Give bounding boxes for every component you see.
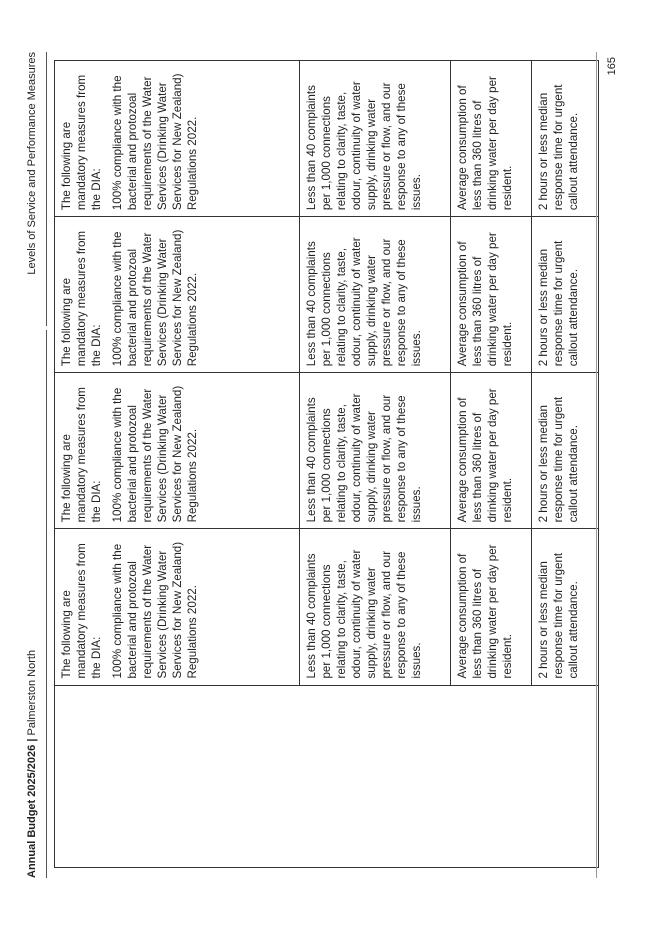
cell-intro: The following are mandatory measures from the DIA: — [60, 543, 103, 679]
table-row — [55, 61, 300, 868]
header-separator: | — [26, 735, 38, 745]
table-cell — [55, 217, 300, 373]
levels-of-service-table — [54, 60, 599, 868]
table-cell — [55, 373, 300, 529]
table-cell — [55, 61, 300, 217]
cell-detail: 100% compliance with the bacterial and protozoal requirements of the Water Services (Drinking Water Services for New Zealand) Regulations 2022. — [111, 73, 199, 211]
section-title: Levels of Service and Performance Measures — [26, 52, 38, 275]
council-name: Palmerston North — [26, 649, 38, 736]
cell-detail: 100% compliance with the bacterial and protozoal requirements of the Water Services (Drinking Water Services for New Zealand) Regulations 2022. — [111, 229, 199, 367]
document-title: Annual Budget 2025/2026 — [26, 744, 38, 878]
table-cell: Less than 40 complaints per 1,000 connections relating to clarity, taste, odour, continuity of water supply, drinking water pressure or flow, and our response to any of these issues. — [300, 373, 451, 529]
cell-intro: The following are mandatory measures from the DIA: — [60, 387, 103, 523]
table-cell — [55, 529, 300, 685]
header-rule — [46, 330, 47, 878]
table-cell: Average consumption of less than 360 litres of drinking water per day per resident. — [451, 373, 532, 529]
document-header — [26, 650, 38, 878]
page-number: 165 — [606, 57, 618, 76]
table-cell: Average consumption of less than 360 litres of drinking water per day per resident. — [451, 217, 532, 373]
blank-cell — [55, 685, 599, 867]
cell-intro: The following are mandatory measures from the DIA: — [60, 230, 103, 367]
cell-detail: 100% compliance with the bacterial and protozoal requirements of the Water Services (Drinking Water Services for New Zealand) Regulations 2022. — [111, 541, 199, 679]
table-cell: 2 hours or less median response time for urgent callout attendance. — [532, 217, 599, 373]
table-cell: 2 hours or less median response time for urgent callout attendance. — [532, 373, 599, 529]
table-cell: 2 hours or less median response time for urgent callout attendance. — [532, 61, 599, 217]
cell-detail: 100% compliance with the bacterial and protozoal requirements of the Water Services (Drinking Water Services for New Zealand) Regulations 2022. — [111, 385, 199, 523]
header-rule-right — [46, 52, 47, 326]
table-cell: Less than 40 complaints per 1,000 connections relating to clarity, taste, odour, continuity of water supply, drinking water pressure or flow, and our response to any of these issues. — [300, 61, 451, 217]
footer-rule — [596, 52, 597, 878]
table-cell: Less than 40 complaints per 1,000 connections relating to clarity, taste, odour, continuity of water supply, drinking water pressure or flow, and our response to any of these issues. — [300, 217, 451, 373]
table-cell: 2 hours or less median response time for urgent callout attendance. — [532, 529, 599, 685]
table-cell: Average consumption of less than 360 litres of drinking water per day per resident. — [451, 61, 532, 217]
cell-intro: The following are mandatory measures from the DIA: — [60, 74, 103, 211]
table-cell: Average consumption of less than 360 litres of drinking water per day per resident. — [451, 529, 532, 685]
table-cell: Less than 40 complaints per 1,000 connections relating to clarity, taste, odour, continuity of water supply, drinking water pressure or flow, and our response to any of these issues. — [300, 529, 451, 685]
